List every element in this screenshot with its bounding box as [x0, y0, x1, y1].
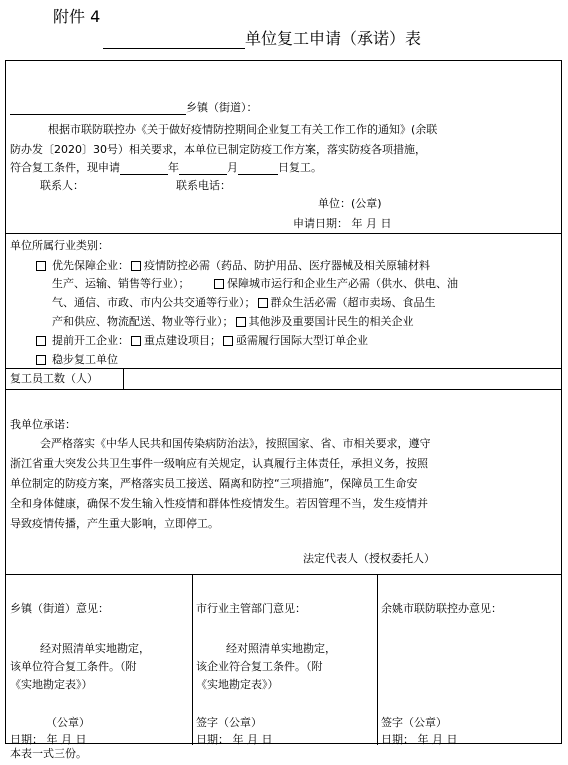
- pledge-line-3: 单位制定的防疫方案，严格落实员工接送、隔离和防控“三项措施”，保障员工生命安: [10, 477, 418, 490]
- intl-order-text: 亟需履行国际大型订单企业: [236, 334, 368, 347]
- epidemic-office-opinion-title: 余姚市联防联控办意见：: [381, 602, 502, 615]
- priority-row: [36, 259, 430, 273]
- unit-name-blank[interactable]: [103, 31, 245, 49]
- form-title-text: 单位复工申请（承诺）表: [245, 29, 422, 48]
- day-blank[interactable]: [238, 162, 278, 175]
- divider: [6, 574, 561, 575]
- intl-order-checkbox[interactable]: [223, 336, 233, 346]
- month-char: 月: [227, 161, 238, 174]
- steady-checkbox[interactable]: [36, 355, 46, 365]
- industry-opinion-line-2: 该企业符合复工条件。（附: [196, 660, 323, 673]
- pledge-line-2: 浙江省重大突发公共卫生事件一级响应有关规定，认真履行主体责任，承担义务，按照: [10, 457, 428, 470]
- industry-opinion-sign: 签字（公章）: [196, 716, 262, 729]
- epidemic-office-sign: 签字（公章）: [381, 716, 447, 729]
- industry-opinion-date: 日期： 年 月 日: [196, 733, 273, 746]
- town-blank[interactable]: [10, 102, 186, 115]
- steady-row: [36, 353, 118, 367]
- year-char: 年: [168, 161, 179, 174]
- industry-category-label: 单位所属行业类别：: [10, 239, 109, 252]
- unit-seal-label: 单位：(公章): [318, 197, 382, 210]
- application-table: [5, 60, 562, 744]
- return-text: 日复工。: [278, 161, 322, 174]
- divider: [6, 389, 561, 390]
- early-checkbox[interactable]: [36, 336, 46, 346]
- contact-label: 联系人：: [40, 179, 84, 192]
- town-opinion-line-3: 《实地勘定表》）: [10, 678, 93, 691]
- other-text: 其他涉及重要国计民生的相关企业: [248, 315, 414, 328]
- month-blank[interactable]: [179, 162, 227, 175]
- priority-line-4: [52, 296, 436, 310]
- town-opinion-title: 乡镇（街道）意见：: [10, 602, 109, 615]
- divider: [6, 368, 561, 369]
- year-blank[interactable]: [120, 162, 168, 175]
- priority-checkbox[interactable]: [36, 261, 46, 271]
- priority-text: 疫情防控必需（药品、防护用品、医疗器械及相关原辅材料: [144, 259, 430, 272]
- town-opinion-line-1: 经对照清单实地勘定，: [40, 642, 150, 655]
- town-label: 乡镇（街道）：: [186, 101, 258, 114]
- epidemic-office-date: 日期： 年 月 日: [381, 733, 458, 746]
- pledge-label: 我单位承诺：: [10, 418, 76, 431]
- steady-text: 稳步复工单位: [52, 353, 118, 366]
- attachment-label: 附件 4: [53, 7, 101, 26]
- footer-note: 本表一式三份。: [10, 747, 87, 760]
- divider: [6, 233, 561, 234]
- industry-opinion-line-1: 经对照清单实地勘定，: [226, 642, 336, 655]
- divider: [192, 574, 193, 745]
- priority-line-6: [52, 315, 414, 329]
- industry-opinion-line-3: 《实地勘定表》）: [196, 678, 279, 691]
- epidemic-checkbox[interactable]: [131, 261, 141, 271]
- town-row: [10, 101, 258, 115]
- apply-paragraph-line-3: [10, 161, 322, 175]
- workers-input[interactable]: [126, 370, 556, 387]
- pledge-line-1: 会严格落实《中华人民共和国传染病防治法》，按照国家、省、市相关要求，遵守: [40, 437, 431, 450]
- key-project-text: 重点建设项目；: [144, 334, 221, 347]
- phone-label: 联系电话：: [176, 179, 231, 192]
- apply-paragraph-line-1: 根据市联防联控办《关于做好疫情防控期间企业复工有关工作工作的通知》(余联: [48, 123, 438, 136]
- key-project-checkbox[interactable]: [131, 336, 141, 346]
- town-opinion-line-2: 该单位符合复工条件。（附: [10, 660, 137, 673]
- city-operation-checkbox[interactable]: [214, 279, 224, 289]
- apply-date-label: 申请日期： 年 月 日: [293, 217, 392, 230]
- pledge-line-4: 全和身体健康，确保不发生输入性疫情和群体性疫情发生。若因管理不当，发生疫情并: [10, 497, 428, 510]
- livelihood-text-2: 产和供应、物流配送、物业等行业）；: [52, 315, 234, 328]
- form-title: [103, 26, 421, 49]
- apply-text: 符合复工条件，现申请: [10, 161, 120, 174]
- pledge-line-5: 导致疫情传播，产生重大影响，立即停工。: [10, 517, 219, 530]
- divider: [123, 368, 124, 389]
- legal-representative-label: 法定代表人（授权委托人）: [303, 552, 435, 565]
- town-opinion-date: 日期： 年 月 日: [10, 733, 87, 746]
- early-title: 提前开工企业：: [52, 334, 129, 347]
- industry-opinion-title: 市行业主管部门意见：: [196, 602, 306, 615]
- city-row: [52, 277, 458, 291]
- apply-paragraph-line-2: 防办发〔2020〕30号）相关要求，本单位已制定防疫工作方案，落实防疫各项措施，: [10, 143, 426, 156]
- workers-label: 复工员工数（人）: [10, 372, 98, 385]
- early-row: [36, 334, 368, 348]
- livelihood-checkbox[interactable]: [258, 298, 268, 308]
- other-checkbox[interactable]: [236, 317, 246, 327]
- livelihood-text: 群众生活必需（超市卖场、食品生: [270, 296, 436, 309]
- city-text-2: 气、通信、市政、市内公共交通等行业）；: [52, 296, 256, 309]
- priority-title: 优先保障企业：: [52, 259, 129, 272]
- town-opinion-seal: （公章）: [46, 716, 90, 729]
- priority-line-2: 生产、运输、销售等行业）；: [52, 277, 190, 290]
- divider: [377, 574, 378, 745]
- city-text: 保障城市运行和企业生产必需（供水、供电、油: [227, 277, 458, 290]
